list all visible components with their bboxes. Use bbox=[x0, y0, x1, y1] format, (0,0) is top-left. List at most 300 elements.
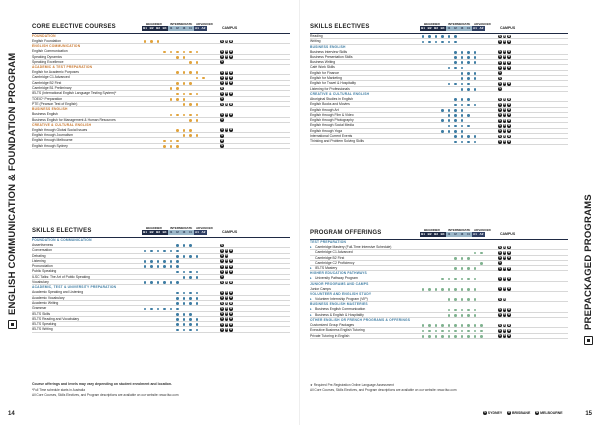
table-header bbox=[32, 226, 290, 236]
level-dot bbox=[183, 276, 186, 279]
level-dot bbox=[163, 250, 166, 253]
campus-badge: S bbox=[221, 264, 223, 268]
campus-header: CAMPUS bbox=[500, 26, 516, 30]
campus-code: M bbox=[536, 411, 539, 415]
row-label: Café Work Skills bbox=[310, 65, 335, 70]
row-label: English for Academic Purposes bbox=[32, 70, 79, 75]
campus-badge: M bbox=[508, 66, 511, 70]
level-code: A2 bbox=[201, 229, 206, 234]
level-dot bbox=[448, 114, 451, 117]
level-dot bbox=[144, 265, 147, 268]
level-dot bbox=[474, 51, 477, 54]
level-band-label: BEGINNER bbox=[424, 22, 440, 26]
row-label: Academic Writing bbox=[32, 300, 59, 305]
table-row bbox=[310, 287, 568, 292]
level-dot bbox=[196, 119, 199, 122]
campus-badge: M bbox=[508, 129, 511, 133]
level-dot bbox=[150, 260, 153, 263]
level-dot bbox=[176, 140, 179, 143]
campus-badge: S bbox=[499, 34, 501, 38]
level-dot bbox=[422, 330, 425, 333]
level-dot bbox=[183, 292, 186, 295]
level-dot bbox=[467, 104, 470, 107]
level-dot bbox=[454, 104, 457, 107]
campus-badge: M bbox=[508, 334, 511, 338]
row-label: IELTS Reading and Vocabulary bbox=[32, 316, 80, 321]
level-code: B3 bbox=[434, 25, 438, 30]
campus-badge: S bbox=[499, 129, 501, 133]
campus-badge: S bbox=[499, 328, 501, 332]
level-code: A1 bbox=[473, 231, 477, 236]
arrow-icon: ▸ bbox=[310, 307, 312, 312]
note-required: ★ Required Pre-Registration Online Language Assessment bbox=[310, 383, 394, 387]
level-dot bbox=[422, 35, 425, 38]
campus-badge: B bbox=[503, 134, 506, 138]
level-dot bbox=[474, 267, 477, 270]
level-code: I2 bbox=[454, 231, 457, 236]
campus-badge: B bbox=[225, 91, 228, 95]
level-dot bbox=[461, 114, 464, 117]
table-header bbox=[310, 22, 568, 32]
level-dot bbox=[461, 288, 464, 291]
level-dot bbox=[189, 302, 192, 305]
level-dot bbox=[157, 260, 160, 263]
campus-badge: S bbox=[499, 297, 501, 301]
level-dot bbox=[196, 276, 199, 279]
level-dot bbox=[474, 141, 477, 144]
level-dot bbox=[454, 278, 457, 281]
row-label: Academic Speaking and Listening bbox=[32, 290, 84, 295]
campus-badge: S bbox=[221, 275, 223, 279]
level-code: I3 bbox=[182, 229, 186, 234]
campus-badge: B bbox=[503, 34, 506, 38]
table-row bbox=[32, 118, 290, 123]
level-dot bbox=[461, 330, 464, 333]
level-dot bbox=[461, 61, 464, 64]
level-dot bbox=[454, 288, 457, 291]
campus-badge: M bbox=[508, 287, 511, 291]
campus-badge: S bbox=[499, 266, 501, 270]
level-dot bbox=[467, 288, 470, 291]
level-code: B2 bbox=[427, 25, 432, 30]
row-label: Writing bbox=[310, 39, 321, 44]
row-label: Speaking Excellence bbox=[32, 59, 64, 64]
side-title-right: PREPACKAGED PROGRAMS bbox=[583, 194, 594, 330]
level-dot bbox=[441, 330, 444, 333]
campus-badge: B bbox=[225, 317, 228, 321]
level-dot bbox=[183, 56, 186, 59]
campus-badge: B bbox=[225, 112, 228, 116]
row-label: Cambridge Mastery (Full-Time Intensive Schedule) bbox=[315, 245, 392, 249]
campus-badge: S bbox=[221, 102, 223, 106]
campus-badge: M bbox=[508, 113, 511, 117]
level-code: B2 bbox=[149, 25, 154, 30]
level-dot bbox=[183, 103, 186, 106]
level-dot bbox=[454, 41, 457, 44]
level-codes bbox=[142, 26, 207, 31]
level-code: B2 bbox=[149, 229, 154, 234]
level-dot bbox=[454, 61, 457, 64]
row-label: English through Art bbox=[310, 107, 339, 112]
level-dot bbox=[454, 257, 457, 260]
level-dot bbox=[448, 130, 451, 133]
campus-badge: B bbox=[225, 280, 228, 284]
campus-badge: S bbox=[221, 144, 223, 148]
campus-badge: B bbox=[225, 296, 228, 300]
level-dot bbox=[183, 82, 186, 85]
level-dot bbox=[150, 250, 153, 253]
level-dot bbox=[461, 141, 464, 144]
campus-badge: M bbox=[230, 306, 233, 310]
level-dot bbox=[474, 288, 477, 291]
level-dot bbox=[474, 61, 477, 64]
campus-badge: S bbox=[499, 76, 501, 80]
level-dot bbox=[196, 134, 199, 137]
level-code: B1 bbox=[143, 25, 148, 30]
campus-badge: M bbox=[230, 49, 233, 53]
page-number-left: 14 bbox=[8, 411, 15, 417]
level-code: I2 bbox=[454, 25, 457, 30]
campus-badge: M bbox=[230, 296, 233, 300]
level-code: B3 bbox=[434, 231, 438, 236]
campus-badge: B bbox=[225, 49, 228, 53]
note-website-right: All Core Courses, Skills Electives, and Program descriptions are available on our website: www.ilsc.com bbox=[310, 388, 457, 392]
level-dot bbox=[461, 278, 464, 281]
campus-badge: S bbox=[499, 50, 501, 54]
campus-badge: M bbox=[508, 97, 511, 101]
section-heading: BUSINESS ENGLISH MASTERIES bbox=[310, 302, 368, 307]
row-label: Thinking and Problem Solving Skills bbox=[310, 139, 364, 144]
campus-badge: S bbox=[499, 55, 501, 59]
level-dot bbox=[189, 71, 192, 74]
campus-badge: B bbox=[503, 50, 506, 54]
level-code: I4 bbox=[189, 25, 192, 30]
campus-badge: S bbox=[499, 113, 501, 117]
row-label: Speaking Dynamics bbox=[32, 54, 62, 59]
page-number-right: 15 bbox=[585, 411, 592, 417]
level-dot bbox=[176, 244, 179, 247]
level-band-label: BEGINNER bbox=[146, 226, 162, 230]
row-label: Cambridge C1 Advanced bbox=[315, 250, 353, 255]
row-label: Vocabulary bbox=[32, 280, 49, 285]
level-dot bbox=[189, 114, 192, 117]
level-dot bbox=[189, 276, 192, 279]
level-dot bbox=[474, 330, 477, 333]
book-icon bbox=[8, 320, 17, 329]
row-label: Grammar bbox=[32, 306, 47, 311]
row-label: English through Sydney bbox=[32, 143, 68, 148]
campus-badge: S bbox=[499, 87, 501, 91]
level-codes bbox=[420, 26, 485, 31]
level-dot bbox=[474, 88, 477, 91]
level-dot bbox=[480, 252, 483, 255]
campus-badge: B bbox=[503, 256, 506, 260]
level-dot bbox=[474, 104, 477, 107]
campus-badge: B bbox=[503, 266, 506, 270]
campus-badge: S bbox=[221, 55, 223, 59]
level-dot bbox=[454, 309, 457, 312]
campus-badge: B bbox=[225, 70, 228, 74]
level-dot bbox=[183, 71, 186, 74]
row-label: English for Travel & Hospitality bbox=[310, 81, 356, 86]
level-dot bbox=[467, 314, 470, 317]
level-code: I1 bbox=[169, 25, 173, 30]
campus-code: B bbox=[508, 411, 510, 415]
table-row bbox=[310, 334, 568, 339]
level-dot bbox=[448, 125, 451, 128]
campus-badge: S bbox=[221, 301, 223, 305]
level-dot bbox=[189, 329, 192, 332]
table-title: CORE ELECTIVE COURSES bbox=[32, 24, 116, 30]
legend-melbourne bbox=[535, 411, 562, 415]
level-dot bbox=[176, 281, 179, 284]
level-dot bbox=[448, 35, 451, 38]
campus-badge: B bbox=[225, 259, 228, 263]
level-dot bbox=[467, 298, 470, 301]
level-dot bbox=[189, 255, 192, 258]
level-dot bbox=[183, 114, 186, 117]
level-dot bbox=[474, 335, 477, 338]
campus-badge: S bbox=[499, 108, 501, 112]
level-dot bbox=[467, 267, 470, 270]
level-dot bbox=[461, 267, 464, 270]
level-code: B1 bbox=[421, 231, 426, 236]
level-dot bbox=[448, 288, 451, 291]
level-code: I1 bbox=[169, 229, 173, 234]
section-heading: VOLUNTEER AND ENGLISH STUDY bbox=[310, 292, 372, 297]
arrow-icon: ▸ bbox=[310, 297, 312, 302]
campus-badge: B bbox=[503, 39, 506, 43]
campus-badge: M bbox=[230, 322, 233, 326]
level-dot bbox=[150, 308, 153, 311]
level-dot bbox=[454, 135, 457, 138]
level-dot bbox=[170, 281, 173, 284]
row-label: International Current Events bbox=[310, 134, 353, 139]
campus-badge: B bbox=[225, 102, 228, 106]
campus-badge: S bbox=[499, 250, 501, 254]
campus-badge: S bbox=[499, 60, 501, 64]
level-dot bbox=[163, 140, 166, 143]
campus-badge: S bbox=[221, 76, 223, 80]
level-dot bbox=[176, 292, 179, 295]
level-dot bbox=[170, 114, 173, 117]
level-dot bbox=[176, 82, 179, 85]
campus-badge: S bbox=[499, 313, 501, 317]
level-dot bbox=[461, 309, 464, 312]
level-code: I4 bbox=[189, 229, 192, 234]
campus-badge: S bbox=[221, 306, 223, 310]
campus-badge: M bbox=[230, 328, 233, 332]
campus-badge: M bbox=[508, 102, 511, 106]
section-heading: TEST PREPARATION bbox=[310, 240, 347, 244]
level-dot bbox=[163, 265, 166, 268]
level-dot bbox=[467, 330, 470, 333]
campus-badge: M bbox=[508, 118, 511, 122]
campus-badge: M bbox=[508, 139, 511, 143]
level-dot bbox=[461, 77, 464, 80]
row-label: English Communication bbox=[32, 49, 68, 54]
row-label: Listening bbox=[32, 258, 46, 263]
level-dot bbox=[157, 308, 160, 311]
campus-badge: M bbox=[230, 70, 233, 74]
campus-badge: M bbox=[508, 134, 511, 138]
campus-badge: M bbox=[230, 264, 233, 268]
legend-brisbane bbox=[507, 411, 530, 415]
campus-badge: S bbox=[499, 261, 501, 265]
level-dot bbox=[454, 56, 457, 59]
level-dot bbox=[183, 134, 186, 137]
level-dot bbox=[480, 335, 483, 338]
section-heading: JUNIOR PROGRAMS AND CAMPS bbox=[310, 281, 369, 286]
level-dot bbox=[189, 318, 192, 321]
section-heading: OTHER ENGLISH OR FRENCH PROGRAMS & OFFERINGS bbox=[310, 317, 411, 322]
level-dot bbox=[467, 125, 470, 128]
level-dot bbox=[448, 67, 451, 70]
level-dot bbox=[176, 98, 179, 101]
section-heading: BUSINESS ENGLISH bbox=[310, 44, 346, 49]
level-dot bbox=[176, 129, 179, 132]
campus-badge: M bbox=[508, 277, 511, 281]
row-label: Business English Communication bbox=[315, 307, 366, 312]
level-band-label: INTERMEDIATE bbox=[170, 22, 193, 26]
campus-badge: M bbox=[230, 81, 233, 85]
campus-badge: S bbox=[221, 112, 223, 116]
campus-badge: S bbox=[499, 66, 501, 70]
level-dot bbox=[163, 51, 166, 54]
row-label: English through Social Media bbox=[310, 123, 354, 128]
level-dot bbox=[163, 260, 166, 263]
campus-badge: S bbox=[499, 245, 501, 249]
level-code: I3 bbox=[460, 231, 464, 236]
level-dot bbox=[428, 335, 431, 338]
campus-badge: B bbox=[503, 297, 506, 301]
campus-badge: M bbox=[230, 76, 233, 80]
level-dot bbox=[461, 104, 464, 107]
campus-badge: M bbox=[508, 60, 511, 64]
level-code: B2 bbox=[427, 231, 432, 236]
level-dot bbox=[422, 288, 425, 291]
row-label: English through Journalism bbox=[32, 133, 73, 138]
level-dot bbox=[202, 77, 205, 80]
campus-badge: B bbox=[503, 55, 506, 59]
level-dot bbox=[454, 51, 457, 54]
note-fulltime: *Full Time schedule starts in Australia bbox=[32, 388, 85, 392]
level-dot bbox=[183, 255, 186, 258]
note-website: All Core Courses, Skills Electives, and Program descriptions are available on our website: www.ilsc.com bbox=[32, 393, 179, 397]
level-dot bbox=[176, 255, 179, 258]
campus-badge: M bbox=[230, 301, 233, 305]
campus-badge: B bbox=[503, 66, 506, 70]
campus-badge: B bbox=[225, 128, 228, 132]
campus-badge: S bbox=[221, 70, 223, 74]
campus-badge: B bbox=[225, 306, 228, 310]
level-dot bbox=[183, 313, 186, 316]
level-dot bbox=[474, 77, 477, 80]
level-dot bbox=[474, 252, 477, 255]
level-dot bbox=[461, 324, 464, 327]
campus-badge: S bbox=[221, 97, 223, 101]
level-dot bbox=[170, 98, 173, 101]
level-dot bbox=[183, 51, 186, 54]
level-dot bbox=[474, 135, 477, 138]
campus-badge: B bbox=[225, 76, 228, 80]
row-label: IELTS Skills bbox=[32, 311, 51, 316]
campus-badge: B bbox=[225, 328, 228, 332]
level-dot bbox=[144, 281, 147, 284]
row-label: ILSC Talks: The Art of Public Speaking bbox=[32, 274, 90, 279]
campus-code: S bbox=[484, 411, 486, 415]
level-dot bbox=[454, 83, 457, 86]
campus-badge: B bbox=[503, 307, 506, 311]
campus-badge: M bbox=[508, 328, 511, 332]
level-dot bbox=[150, 281, 153, 284]
section-heading: FOUNDATION bbox=[32, 34, 56, 38]
level-dot bbox=[422, 335, 425, 338]
campus-badge: M bbox=[230, 55, 233, 59]
level-dot bbox=[461, 298, 464, 301]
arrow-icon: ▸ bbox=[310, 312, 312, 317]
campus-badge: M bbox=[230, 259, 233, 263]
level-dot bbox=[441, 288, 444, 291]
campus-badge: S bbox=[499, 256, 501, 260]
package-icon bbox=[584, 336, 593, 345]
level-dot bbox=[441, 109, 444, 112]
level-dot bbox=[435, 335, 438, 338]
level-dot bbox=[461, 67, 464, 70]
level-code: A2 bbox=[201, 25, 206, 30]
level-band-label: INTERMEDIATE bbox=[448, 22, 471, 26]
level-dot bbox=[196, 114, 199, 117]
level-dot bbox=[189, 244, 192, 247]
campus-badge: M bbox=[508, 108, 511, 112]
level-dot bbox=[474, 298, 477, 301]
level-dot bbox=[422, 324, 425, 327]
campus-badge: B bbox=[503, 323, 506, 327]
level-dot bbox=[176, 302, 179, 305]
campus-badge: S bbox=[221, 322, 223, 326]
row-label: English through Photography bbox=[310, 118, 354, 123]
level-dot bbox=[163, 281, 166, 284]
legend-sydney bbox=[483, 411, 502, 415]
level-codes bbox=[142, 230, 207, 235]
campus-badge: S bbox=[221, 128, 223, 132]
level-dot bbox=[189, 93, 192, 96]
row-label: PTE (Pearson Test of English) bbox=[32, 101, 78, 106]
campus-badge: S bbox=[499, 39, 501, 43]
level-dot bbox=[196, 297, 199, 300]
level-dot bbox=[448, 83, 451, 86]
campus-badge: M bbox=[508, 55, 511, 59]
campus-badge: S bbox=[221, 81, 223, 85]
row-label: Business Writing bbox=[310, 60, 336, 65]
level-dot bbox=[435, 41, 438, 44]
row-label: English for Finance bbox=[310, 70, 340, 75]
level-dot bbox=[454, 324, 457, 327]
campus-badge: S bbox=[499, 124, 501, 128]
level-code: B4 bbox=[440, 25, 445, 30]
row-label: Cambridge C2 Proficiency bbox=[315, 260, 355, 265]
campus-badge: B bbox=[225, 312, 228, 316]
level-dot bbox=[170, 265, 173, 268]
level-code: A1 bbox=[195, 25, 199, 30]
campus-badge: S bbox=[221, 280, 223, 284]
campus-badge: S bbox=[221, 328, 223, 332]
note-offerings: Course offerings and levels may vary depending on student enrolment and location. bbox=[32, 382, 173, 386]
campus-badge: B bbox=[225, 81, 228, 85]
level-dot bbox=[196, 271, 199, 274]
section-heading: ACADEMIC, TEST & UNIVERSITY PREPARATION bbox=[32, 285, 117, 290]
row-label: Business English bbox=[32, 112, 58, 117]
